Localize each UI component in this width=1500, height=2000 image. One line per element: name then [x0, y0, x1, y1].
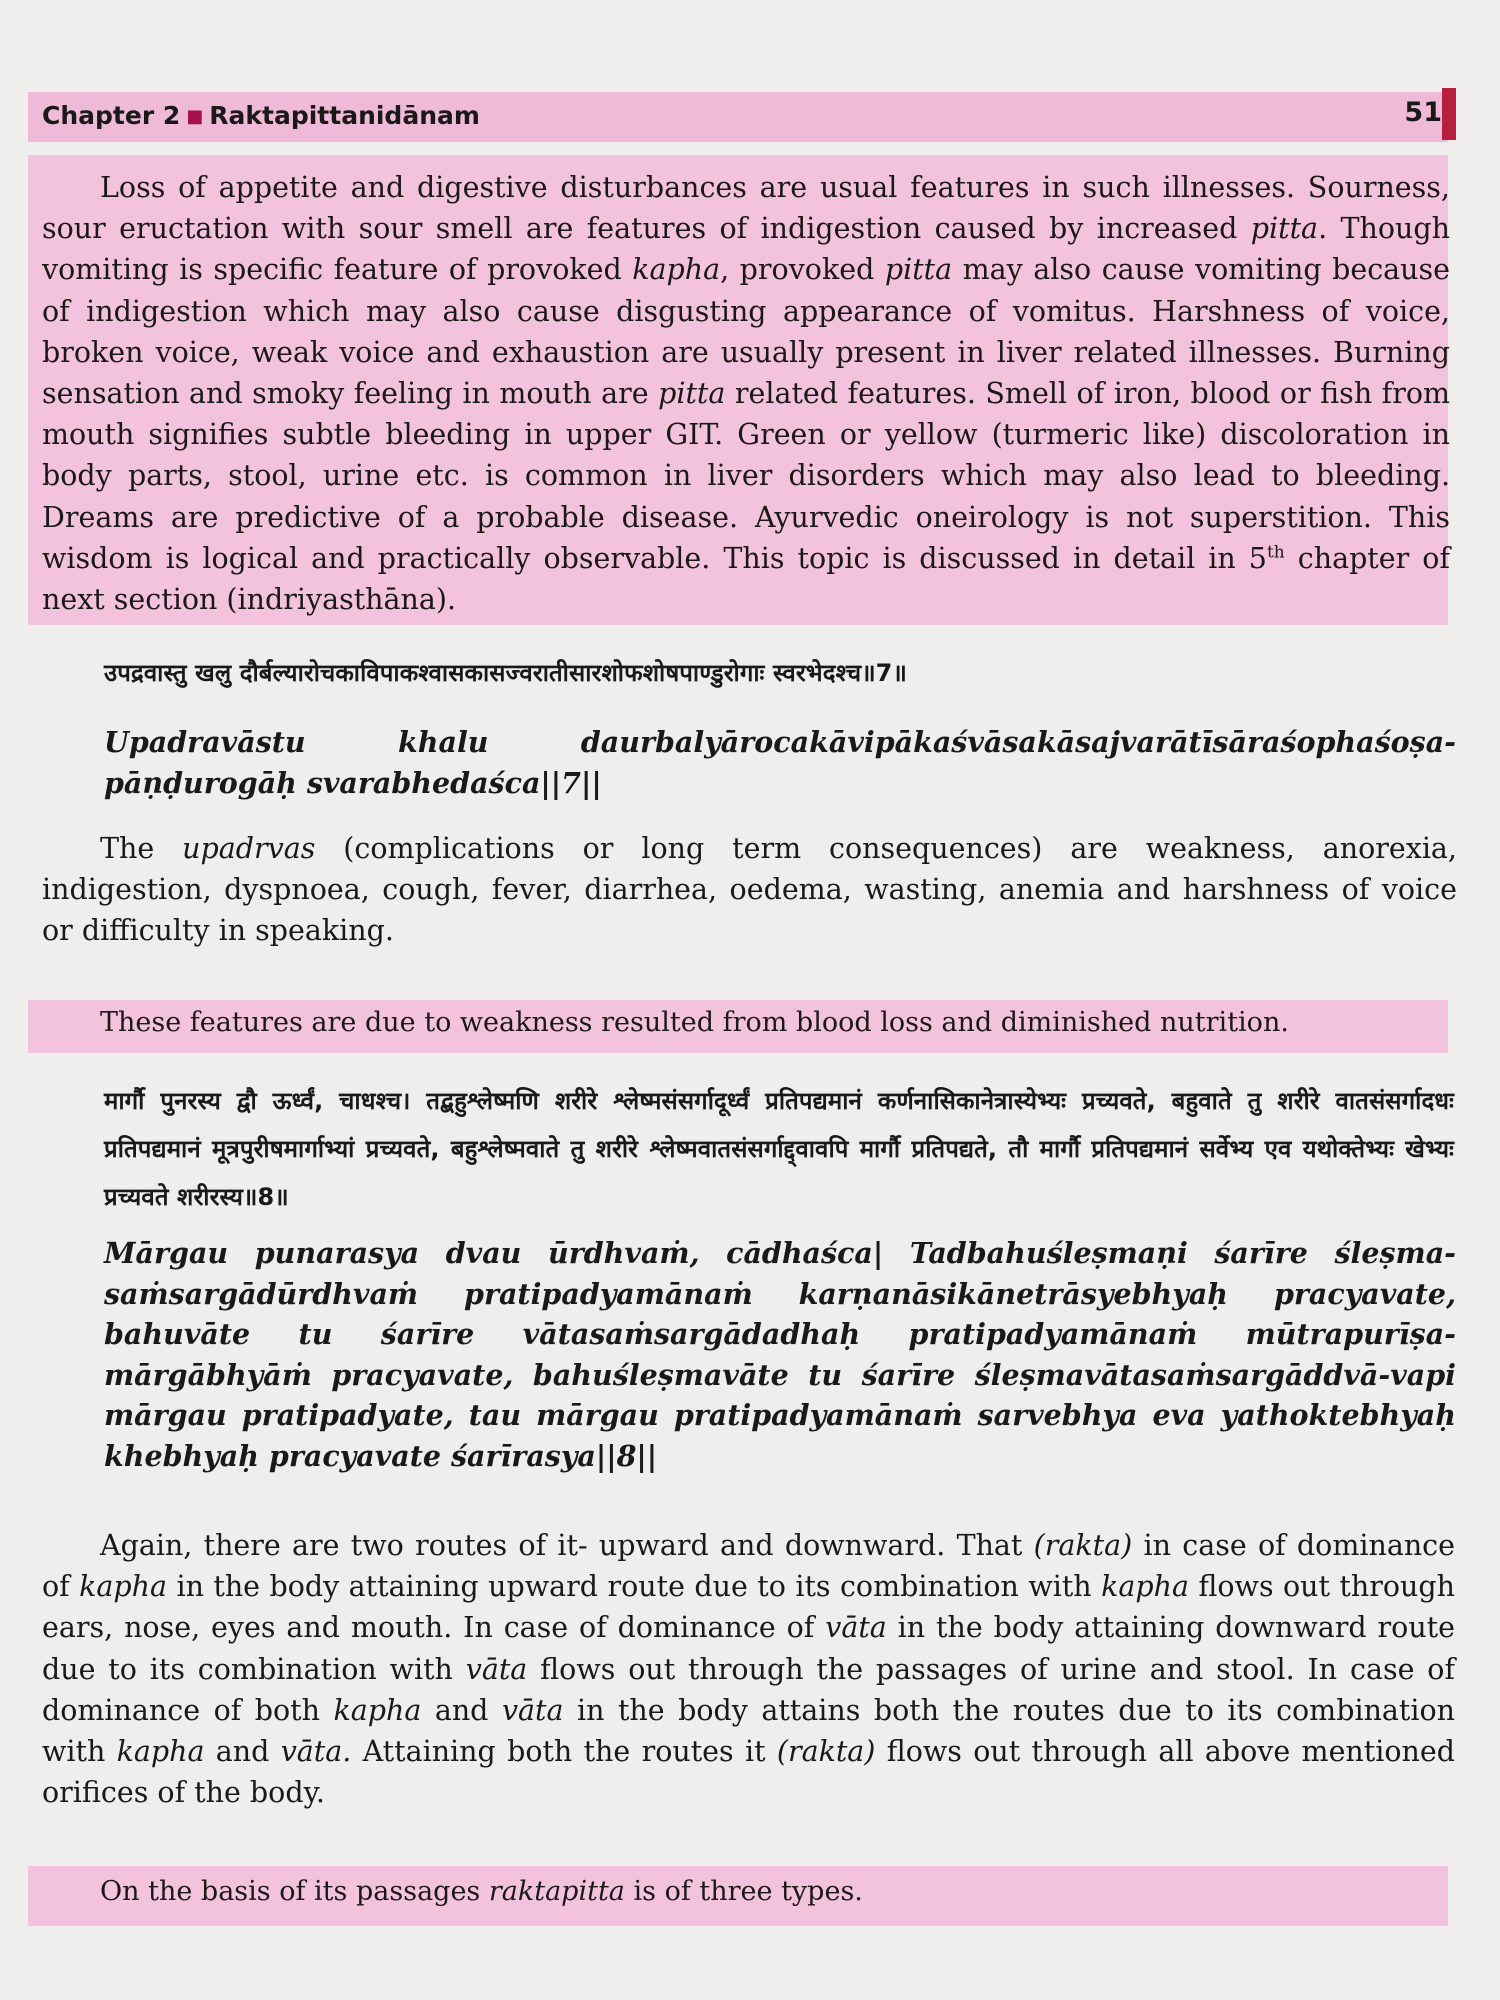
verse-8-transliteration: Mārgau punarasya dvau ūrdhvaṁ, cādhaśca| Tadbahuśleṣmaṇi śarīre śleṣma-saṁsargādūrdhvaṁ pratipadyamānaṁ karṇanāsikānetrāsyebhyaḥ pracyavate, bahuvāte tu śarīre vātasaṁsargādadhaḥ pratipadyamānaṁ mūtrapurīṣa-mārgābhyāṁ pracyavate, bahuśleṣmavāte tu śarīre śleṣmavātasaṁsargāddvā-vapi mārgau pratipadyate, tau mārgau pratipadyamānaṁ sarvebhya eva yathoktebhyaḥ khebhyaḥ pracyavate śarīrasya||8|| [104, 1236, 1456, 1473]
chapter-title: Raktapittanidānam [209, 101, 480, 130]
square-bullet-icon: ■ [186, 106, 204, 127]
chapter-label: Chapter 2 [42, 101, 181, 130]
verse-7-transliteration: Upadravāstu khalu daurbalyārocakāvipākaśvāsakāsajvarātīsāraśophaśoṣa-pāṇḍurogāḥ svarabhedaśca||7|| [104, 725, 1456, 800]
commentary-3: On the basis of its passages raktapitta is of three types. [100, 1876, 863, 1907]
translation-7: The upadrvas (complications or long term consequences) are weakness, anorexia, indigestion, dyspnoea, cough, fever, diarrhea, oedema, wasting, anemia and harshness of voice or difficulty in speaking. [42, 832, 1457, 948]
thumb-index-tab [1442, 88, 1456, 140]
commentary-1: Loss of appetite and digestive disturbances are usual features in such illnesses. Sourness, sour eructation with sour smell are features of indigestion caused by increased pitta. Though vomiting is specific feature of provoked kapha, provoked pitta may also cause vomiting because of indigestion which may also cause disgusting appearance of vomitus. Harshness of voice, broken voice, weak voice and exhaustion are usually present in liver related illnesses. Burning sensation and smoky feeling in mouth are pitta related features. Smell of iron, blood or fish from mouth signifies subtle bleeding in upper GIT. Green or yellow (turmeric like) discoloration in body parts, stool, urine etc. is common in liver disorders which may also lead to bleeding. Dreams are predictive of a probable disease. Ayurvedic oneirology is not superstition. This wisdom is logical and practically observable. This topic is discussed in detail in 5th chapter of next section (indriyasthāna). [42, 171, 1451, 617]
verse-7-devanagari: उपद्रवास्तु खलु दौर्बल्यारोचकाविपाकश्वासकासज्वरातीसारशोफशोषपाण्डुरोगाः स्वरभेदश्च॥7॥ [104, 659, 907, 687]
page-number: 51 [1404, 97, 1442, 128]
running-header [42, 101, 480, 130]
verse-8-devanagari: मार्गौ पुनरस्य द्वौ ऊर्ध्वं, चाधश्च। तद्बहुश्लेष्मणि शरीरे श्लेष्मसंसर्गादूर्ध्वं प्रतिपद्यमानं कर्णनासिकानेत्रास्येभ्यः प्रच्यवते, बहुवाते तु शरीरे वातसंसर्गादधः प्रतिपद्यमानं मूत्रपुरीषमार्गाभ्यां प्रच्यवते, बहुश्लेष्मवाते तु शरीरे श्लेष्मवातसंसर्गाद्द्वावपि मार्गौ प्रतिपद्यते, तौ मार्गौ प्रतिपद्यमानं सर्वेभ्य एव यथोक्तेभ्यः खेभ्यः प्रच्यवते शरीरस्य॥8॥ [104, 1087, 1454, 1211]
translation-8: Again, there are two routes of it- upward and downward. That (rakta) in case of dominance of kapha in the body attaining upward route due to its combination with kapha flows out through ears, nose, eyes and mouth. In case of dominance of vāta in the body attaining downward route due to its combination with vāta flows out through the passages of urine and stool. In case of dominance of both kapha and vāta in the body attains both the routes due to its combination with kapha and vāta. Attaining both the routes it (rakta) flows out through all above mentioned orifices of the body. [42, 1529, 1456, 1810]
commentary-2: These features are due to weakness resulted from blood loss and diminished nutrition. [100, 1007, 1289, 1038]
